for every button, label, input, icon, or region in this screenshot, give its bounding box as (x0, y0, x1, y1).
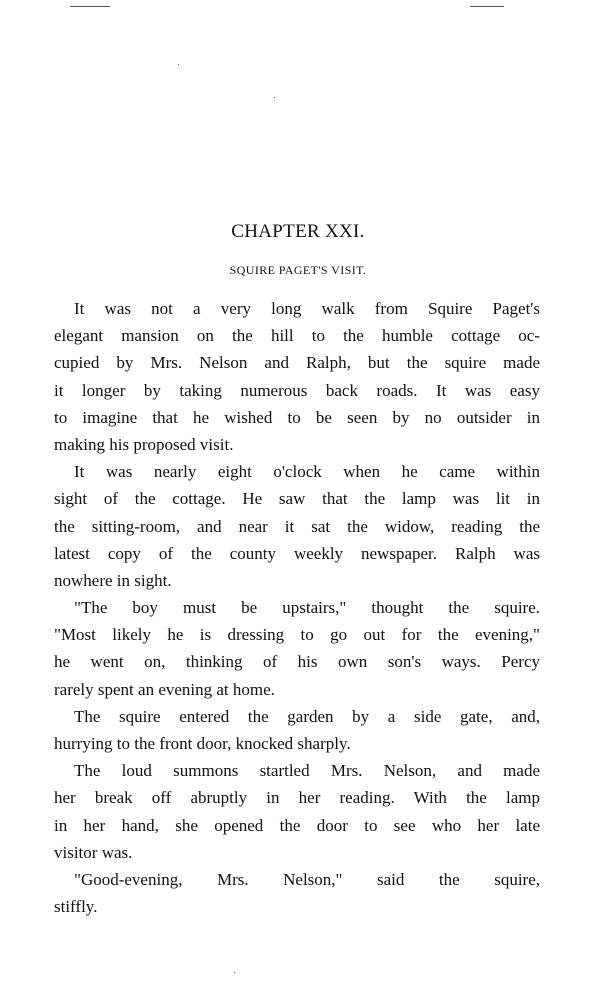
text-line: making his proposed visit. (54, 434, 234, 454)
paragraph (54, 866, 540, 920)
text-line: it longer by taking numerous back roads. It was easy (54, 380, 540, 400)
scan-speck (274, 97, 275, 98)
paragraph (54, 703, 540, 757)
paragraph (54, 458, 540, 594)
text-line: visitor was. (54, 842, 133, 862)
text-line: The squire entered the garden by a side gate, and, (74, 706, 540, 726)
scan-speck (70, 6, 110, 7)
scan-speck (470, 6, 504, 7)
text-line: It was not a very long walk from Squire Paget's (74, 299, 540, 318)
text-line: elegant mansion on the hill to the humble cottage oc- (54, 326, 540, 346)
text-line: "Good-evening, Mrs. Nelson," said the squire, (74, 869, 540, 889)
text-line: "The boy must be upstairs," thought the squire. (74, 598, 540, 618)
text-line: hurrying to the front door, knocked sharply. (54, 734, 351, 753)
paragraph (54, 295, 540, 458)
text-line: the sitting-room, and near it sat the widow, reading the (54, 516, 540, 536)
text-line: to imagine that he wished to be seen by no outsider in (54, 407, 540, 427)
text-line: The loud summons startled Mrs. Nelson, and made (74, 761, 540, 781)
text-line: stiffly. (54, 897, 98, 917)
text-line: in her hand, she opened the door to see who her late (54, 815, 540, 835)
text-line: "Most likely he is dressing to go out for the evening," (54, 625, 540, 645)
text-line: rarely spent an evening at home. (54, 679, 275, 699)
scan-speck (234, 972, 235, 973)
chapter-subtitle: SQUIRE PAGET'S VISIT. (229, 263, 367, 277)
paragraph (54, 757, 540, 866)
chapter-title: CHAPTER XXI. (231, 221, 365, 242)
paragraph (54, 594, 540, 703)
text-line: he went on, thinking of his own son's ways. Percy (54, 652, 540, 672)
scan-speck (178, 64, 179, 65)
text-line: It was nearly eight o'clock when he came within (74, 462, 540, 482)
text-line: sight of the cottage. He saw that the lamp was lit in (54, 489, 540, 509)
text-line: latest copy of the county weekly newspaper. Ralph was (54, 543, 540, 563)
text-line: her break off abruptly in her reading. With the lamp (54, 788, 540, 808)
text-line: cupied by Mrs. Nelson and Ralph, but the squire made (54, 353, 540, 373)
text-line: nowhere in sight. (54, 570, 172, 590)
chapter-body (54, 295, 540, 920)
